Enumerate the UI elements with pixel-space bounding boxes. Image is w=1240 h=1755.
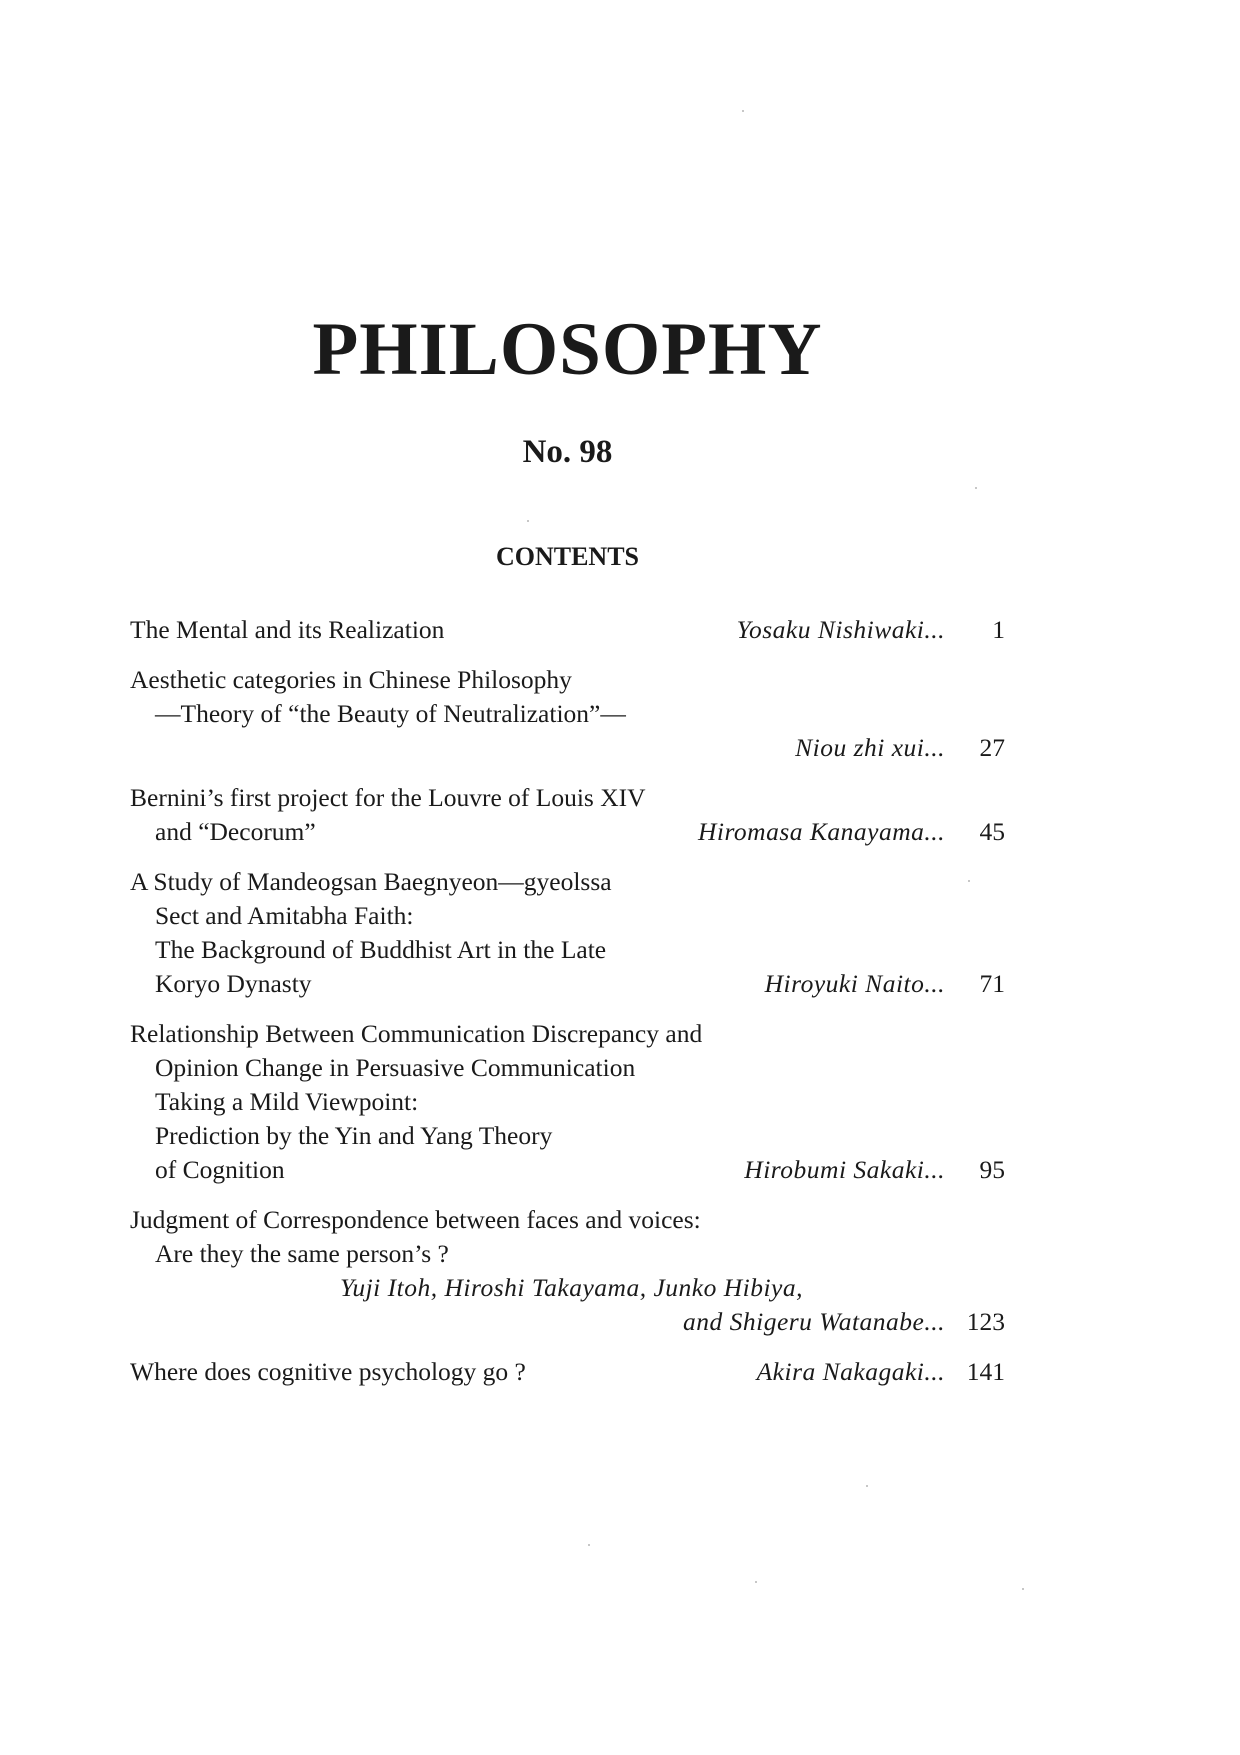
scan-speck [968, 880, 970, 882]
entry-title: The Mental and its Realization [130, 615, 445, 644]
entry-title-continued: Sect and Amitabha Faith: [155, 901, 414, 930]
toc-entry[interactable] [130, 865, 1005, 1001]
contents-heading: CONTENTS [495, 542, 640, 571]
entry-title: Judgment of Correspondence between faces and voices: [130, 1205, 701, 1234]
entry-page-number: 71 [979, 969, 1005, 998]
toc-entry[interactable] [130, 1203, 1005, 1339]
entry-title: Relationship Between Communication Discrepancy and [130, 1019, 703, 1048]
entry-title: Bernini’s first project for the Louvre of Louis XIV [130, 783, 646, 812]
entry-page-number: 27 [979, 733, 1005, 762]
entry-page-number: 1 [992, 615, 1005, 644]
entry-title-continued: Koryo Dynasty [155, 969, 312, 998]
scan-speck [742, 110, 744, 112]
scan-speck [588, 1544, 590, 1546]
entry-authors: Yuji Itoh, Hiroshi Takayama, Junko Hibiya, [340, 1273, 804, 1302]
toc-entry[interactable] [130, 1017, 1005, 1187]
entry-author: Akira Nakagaki... [756, 1357, 945, 1386]
entry-title-continued: Taking a Mild Viewpoint: [155, 1087, 419, 1116]
toc-entry[interactable] [130, 613, 1005, 647]
entry-authors-continued: and Shigeru Watanabe... [682, 1307, 945, 1336]
scan-speck [527, 520, 529, 522]
scan-speck [1022, 1588, 1024, 1590]
entry-title: A Study of Mandeogsan Baegnyeon—gyeolssa [130, 867, 612, 896]
entry-title: Aesthetic categories in Chinese Philosophy [130, 665, 572, 694]
entry-title-continued: and “Decorum” [155, 817, 316, 846]
toc-entry[interactable] [130, 1355, 1005, 1389]
scan-speck [755, 1581, 757, 1583]
entry-page-number: 95 [979, 1155, 1005, 1184]
entry-title-continued: The Background of Buddhist Art in the Late [155, 935, 607, 964]
entry-title-continued: Are they the same person’s ? [155, 1239, 449, 1268]
entry-page-number: 45 [979, 817, 1005, 846]
entry-title-continued: Opinion Change in Persuasive Communication [155, 1053, 636, 1082]
entry-author: Hiromasa Kanayama... [697, 817, 945, 846]
journal-title: PHILOSOPHY [312, 308, 823, 391]
entry-title: Where does cognitive psychology go ? [130, 1357, 526, 1386]
entry-page-number: 141 [966, 1357, 1005, 1386]
entry-title-continued: Prediction by the Yin and Yang Theory [155, 1121, 553, 1150]
toc-entry[interactable] [130, 781, 1005, 849]
table-of-contents [130, 613, 1005, 1405]
entry-author: Niou zhi xui... [795, 733, 945, 762]
entry-author: Hirobumi Sakaki... [744, 1155, 945, 1184]
entry-subtitle: —Theory of “the Beauty of Neutralization”— [155, 699, 626, 728]
scan-speck [866, 1485, 868, 1487]
issue-number: No. 98 [522, 434, 613, 470]
entry-page-number: 123 [966, 1307, 1005, 1336]
entry-author: Yosaku Nishiwaki... [736, 615, 945, 644]
scan-speck [975, 487, 977, 489]
entry-title-continued: of Cognition [155, 1155, 285, 1184]
entry-author: Hiroyuki Naito... [764, 969, 945, 998]
toc-entry[interactable] [130, 663, 1005, 765]
